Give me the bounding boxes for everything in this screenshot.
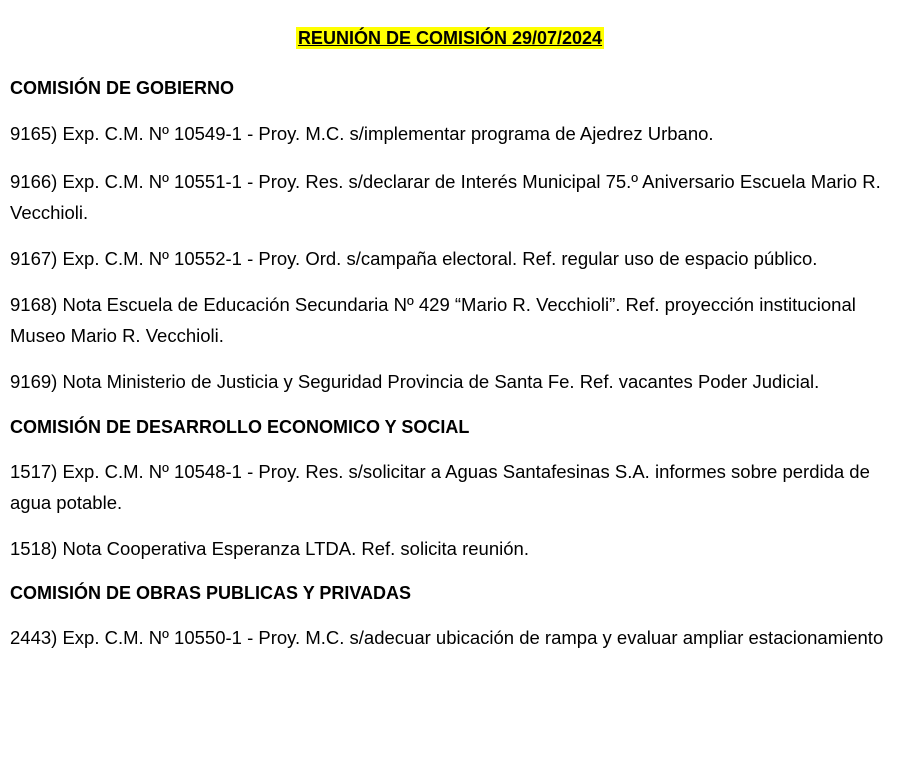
agenda-item-9168: 9168) Nota Escuela de Educación Secundaria Nº 429 “Mario R. Vecchioli”. Ref. proyección institucional Museo Mario R. Vecchioli.: [10, 294, 856, 346]
agenda-item-9165: 9165) Exp. C.M. Nº 10549-1 - Proy. M.C. s/implementar programa de Ajedrez Urbano.: [10, 123, 714, 144]
title-container: [10, 0, 890, 55]
agenda-item-1518: 1518) Nota Cooperativa Esperanza LTDA. Ref. solicita reunión.: [10, 538, 529, 559]
agenda-item-2443: 2443) Exp. C.M. Nº 10550-1 - Proy. M.C. s/adecuar ubicación de rampa y evaluar ampliar estacionamiento: [10, 627, 884, 648]
agenda-item-9166: 9166) Exp. C.M. Nº 10551-1 - Proy. Res. s/declarar de Interés Municipal 75.º Aniversario Escuela Mario R. Vecchioli.: [10, 171, 881, 223]
agenda-item-9167: 9167) Exp. C.M. Nº 10552-1 - Proy. Ord. s/campaña electoral. Ref. regular uso de espacio público.: [10, 248, 818, 269]
agenda-item-9169: 9169) Nota Ministerio de Justicia y Seguridad Provincia de Santa Fe. Ref. vacantes Poder Judicial.: [10, 371, 820, 392]
section-heading-desarrollo: COMISIÓN DE DESARROLLO ECONOMICO Y SOCIAL: [10, 417, 470, 437]
section-heading-gobierno: COMISIÓN DE GOBIERNO: [10, 78, 235, 98]
document-title: REUNIÓN DE COMISIÓN 29/07/2024: [297, 28, 603, 48]
section-heading-obras: COMISIÓN DE OBRAS PUBLICAS Y PRIVADAS: [10, 583, 412, 603]
agenda-item-1517: 1517) Exp. C.M. Nº 10548-1 - Proy. Res. s/solicitar a Aguas Santafesinas S.A. informes sobre perdida de agua potable.: [10, 461, 870, 513]
